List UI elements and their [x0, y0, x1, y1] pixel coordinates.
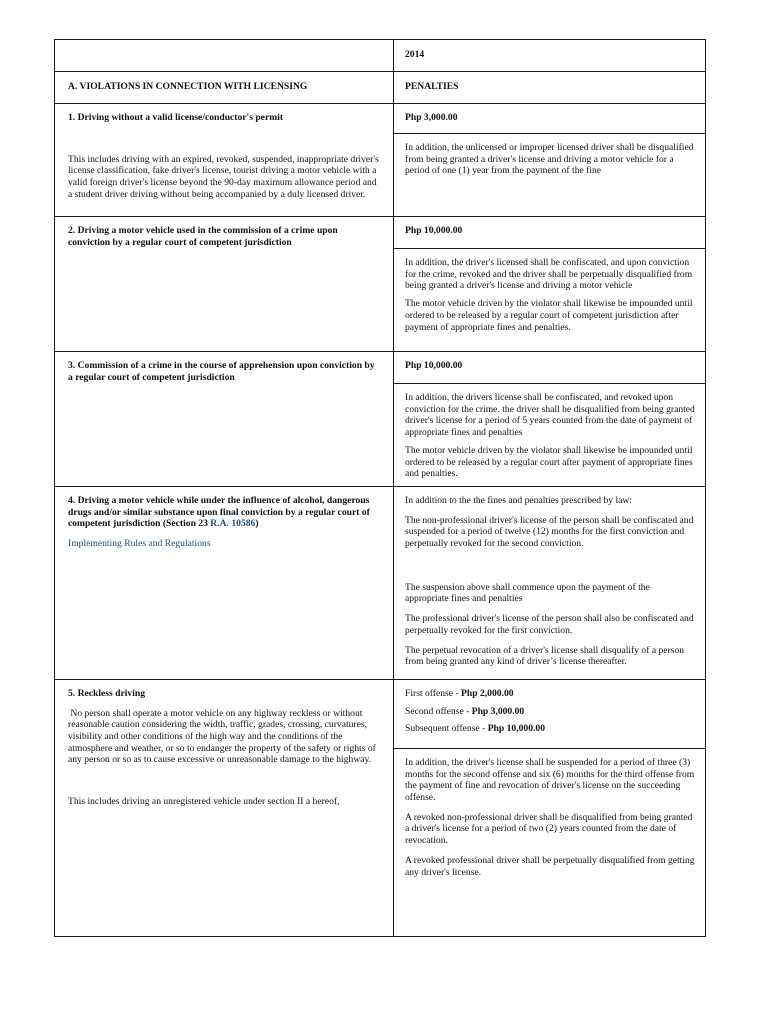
penalty-5-additional-text-1: In addition, the driver's license shall be suspended for a period of three (3) months for the second offense and six (6) months for the third offense from the payment of fine and revocation of driver's license on the succeeding offense.	[405, 756, 695, 804]
penalty-2-additional-text-2: The motor vehicle driven by the violator shall likewise be impounded until ordered to be released by a regular court of competent jurisdiction after payment of appropriate fines and penalties.	[405, 298, 693, 333]
violation-4-cell	[55, 486, 394, 679]
ra-10586-link[interactable]: R.A. 10586	[210, 518, 256, 530]
year-row	[55, 40, 706, 72]
section-title: A. VIOLATIONS IN CONNECTION WITH LICENSING	[68, 81, 308, 92]
year-cell	[394, 40, 706, 72]
violation-4-title-text: 4. Driving a motor vehicle while under the influence of alcohol, dangerous drugs and/or similar substance upon final conviction by a regular court of competent jurisdiction (Section 23	[68, 494, 370, 530]
penalty-5-cell	[394, 679, 706, 936]
violation-5-cell	[55, 679, 394, 936]
violation-2-cell	[55, 217, 394, 352]
second-offense-label: Second offense -	[405, 705, 472, 717]
penalty-5-fines	[394, 680, 705, 748]
penalty-1-cell	[394, 104, 706, 217]
penalty-2-additional-text-1: In addition, the driver's licensed shall be confiscated, and upon conviction for the crime, revoked and the driver shall be perpetually disqualified from being granted a driver's license and driving a motor vehicle	[405, 257, 693, 292]
violation-4-title-end: )	[255, 518, 259, 530]
violation-1-title: 1. Driving without a valid license/conductor's permit	[68, 112, 284, 123]
penalty-4-cell	[394, 486, 706, 679]
violation-4-title	[68, 495, 381, 530]
violation-row-5	[55, 679, 706, 936]
penalty-4-text-1: In addition to the the fines and penalties prescribed by law:	[405, 494, 632, 506]
penalty-3-additional-text-2: The motor vehicle driven by the violator shall likewise be impounded until ordered to be released by a regular court after payment of appropriate fines and penalties.	[405, 444, 693, 480]
violation-5-description: No person shall operate a motor vehicle on any highway reckless or without reasonable caution considering the width, traffic, grades, crossing, curvatures, visibility and other conditions of the high way and the conditions of the atmosphere and weather, or so to endanger the property of the safety or rights of any person or so as to cause excessive or unreasonable damage to the highway.	[68, 707, 379, 766]
penalty-2-fine: Php 10,000.00	[405, 225, 463, 236]
violation-1-description: This includes driving with an expired, revoked, suspended, inappropriate driver's license classification, fake driver's license, tourist driving a motor vehicle with a valid foreign driver's license beyond the 90-day maximum allowance period and a student driver driving without being accompanied by a duly licensed driver.	[68, 153, 379, 200]
penalty-3-fine: Php 10,000.00	[405, 360, 463, 371]
year-row-left-cell	[55, 40, 394, 72]
violation-row-1	[55, 104, 706, 217]
second-offense-fine: Php 3,000.00	[471, 705, 525, 717]
year-label: 2014	[405, 49, 425, 60]
violation-3-cell	[55, 352, 394, 487]
penalty-1-additional	[394, 133, 705, 183]
penalty-3-additional-text-1: In addition, the drivers license shall be confiscated, and revoked upon conviction for the crime. the driver shall be disqualified from being granted driver's license for a period of 5 years counted from the date of payment of appropriate fines and penalties	[405, 392, 695, 439]
penalty-5-additional	[394, 748, 705, 884]
penalty-2-additional	[394, 248, 705, 339]
violation-5-unregistered-note: This includes driving an unregistered vehicle under section II a hereof,	[68, 796, 340, 808]
first-offense-label: First offense -	[405, 687, 462, 699]
penalty-1-fine: Php 3,000.00	[405, 112, 458, 123]
violation-5-title: 5. Reckless driving	[68, 687, 146, 699]
penalty-2-cell	[394, 217, 706, 352]
implementing-rules-link[interactable]: Implementing Rules and Regulations	[68, 538, 211, 550]
penalty-3-additional	[394, 383, 705, 486]
violation-1-cell	[55, 104, 394, 217]
violation-row-2	[55, 217, 706, 352]
section-title-cell	[55, 72, 394, 104]
penalties-title: PENALTIES	[405, 81, 459, 92]
penalties-table	[54, 39, 706, 937]
penalty-4-text-3: The suspension above shall commence upon the payment of the appropriate fines and penalties	[405, 581, 650, 605]
violation-3-title: 3. Commission of a crime in the course of apprehension upon conviction by a regular court of competent jurisdiction	[68, 360, 375, 383]
penalties-title-cell	[394, 72, 706, 104]
penalty-1-additional-text: In addition, the unlicensed or improper licensed driver shall be disqualified from being granted a driver's license and driving a motor vehicle for a period of one (1) year from the payment of the fine	[405, 142, 694, 177]
penalty-5-first-offense	[405, 688, 695, 700]
first-offense-fine: Php 2,000.00	[461, 687, 514, 699]
title-row	[55, 72, 706, 104]
penalty-4-text-5: The perpetual revocation of a driver's license shall disqualify of a person from being granted any kind of driver’s license thereafter.	[405, 644, 685, 668]
violation-row-3	[55, 352, 706, 487]
penalty-5-additional-text-2: A revoked non-professional driver shall be disqualified from being granted a driver's license for a period of two (2) years counted from the date of revocation.	[405, 811, 693, 847]
subsequent-offense-fine: Php 10,000.00	[487, 723, 545, 735]
subsequent-offense-label: Subsequent offense -	[405, 723, 488, 735]
penalty-4-text-4: The professional driver's license of the person shall also be confiscated and perpetually revoked for the first conviction.	[405, 613, 694, 636]
penalty-5-second-offense	[405, 706, 695, 718]
penalty-5-subsequent-offense	[405, 723, 695, 735]
penalty-5-additional-text-3: A revoked professional driver shall be perpetually disqualified from getting any driver's license.	[405, 854, 695, 878]
penalty-3-cell	[394, 352, 706, 487]
violation-row-4	[55, 486, 706, 679]
violation-2-title: 2. Driving a motor vehicle used in the commission of a crime upon conviction by a regular court of competent jurisdiction	[68, 225, 338, 248]
penalty-4-text-2: The non-professional driver's license of the person shall be confiscated and suspended for a period of twelve (12) months for the first conviction and perpetually revoked for the second conviction.	[405, 514, 694, 550]
